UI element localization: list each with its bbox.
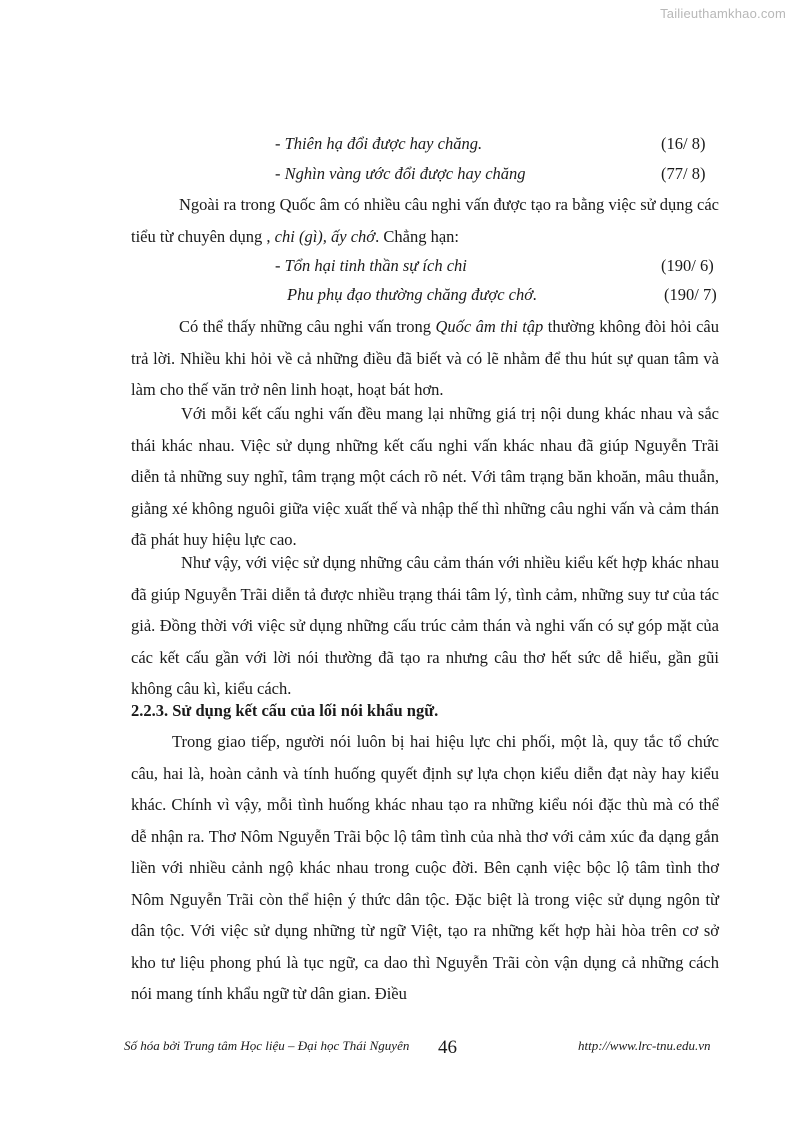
paragraph-italic-text: Quốc âm thi tập (435, 317, 544, 336)
footer-url[interactable]: http://www.lrc-tnu.edu.vn (578, 1038, 711, 1053)
example-line: - Thiên hạ đổi được hay chăng. (275, 134, 483, 153)
paragraph-rhetorical-questions (131, 311, 719, 406)
example-ref: (77/ 8) (661, 164, 706, 183)
page-number: 46 (438, 1037, 457, 1058)
paragraph-exclamations: Như vậy, với việc sử dụng những câu cảm thán với nhiều kiểu kết hợp khác nhau đã giúp Nguyễn Trãi diễn tả được nhiều trạng thái tâm lý, tình cảm, những suy tư của tác giả. Đồng thời với việc sử dụng những cấu trúc cảm thán và nghi vấn có sự góp mặt của các kết cấu gần với lời nói thường đã tạo ra nhưng câu thơ hết sức dễ hiểu, gần gũi không câu kì, kiểu cách. (131, 553, 719, 698)
example-line: - Nghìn vàng ước đổi được hay chăng (275, 164, 526, 183)
paragraph-question-structures: Với mỗi kết cấu nghi vấn đều mang lại những giá trị nội dung khác nhau và sắc thái khác nhau. Việc sử dụng những kết cấu nghi vấn khác nhau đã giúp Nguyễn Trãi diễn tả những suy nghĩ, tâm trạng một cách rõ nét. Với tâm trạng băn khoăn, mâu thuẫn, giằng xé không nguôi giữa việc xuất thế và nhập thế thì những câu nghi vấn và cảm thán đã phát huy hiệu lực cao. (131, 404, 719, 549)
paragraph-intro-particles (131, 189, 719, 252)
paragraph-text: . Chẳng hạn: (375, 226, 459, 246)
section-heading: 2.2.3. Sử dụng kết cấu của lối nói khẩu ngữ. (131, 701, 439, 720)
example-ref: (190/ 6) (661, 256, 714, 275)
paragraph-italic-text: chi (gì), ấy chớ (274, 226, 376, 246)
paragraph-text: thường không đòi hỏi câu trả lời. Nhiều khi hỏi về cả những điều đã biết và có lẽ nhằm để thu hút sự quan tâm và làm cho thế văn trở nên linh hoạt, hoạt bát hơn. (131, 317, 719, 399)
paragraph-colloquial-speech: Trong giao tiếp, người nói luôn bị hai hiệu lực chi phối, một là, quy tắc tổ chức câu, hai là, hoàn cảnh và tính huống quyết định sự lựa chọn kiểu diễn đạt này hay kiểu khác. Chính vì vậy, mỗi tình huống khác nhau tạo ra những kiểu nói đặc thù mà có thể dễ nhận ra. Thơ Nôm Nguyễn Trãi bộc lộ tâm tình của nhà thơ với cảm xúc đa dạng gắn liền với nhiều cảnh ngộ khác nhau trong cuộc đời. Bên cạnh việc bộc lộ tâm tình thơ Nôm Nguyễn Trãi còn thể hiện ý thức dân tộc. Đặc biệt là trong việc sử dụng ngôn từ dân tộc. Với việc sử dụng những từ ngữ Việt, tạo ra những kết hợp hài hòa trên cơ sở kho tư liệu phong phú là tục ngữ, ca dao thì Nguyễn Trãi còn vận dụng cả những cách nói mang tính khẩu ngữ từ dân gian. Điều (131, 732, 719, 1003)
example-ref: (190/ 7) (664, 285, 717, 304)
example-ref: (16/ 8) (661, 134, 706, 153)
example-line: - Tổn hại tinh thần sự ích chi (275, 256, 467, 275)
watermark: Tailieuthamkhao.com (660, 6, 786, 21)
paragraph-text: Có thể thấy những câu nghi vấn trong (179, 317, 436, 336)
paragraph-text: Ngoài ra trong Quốc âm có nhiều câu nghi vấn được tạo ra bằng việc sử dụng các tiểu từ chuyên dụng , (131, 195, 719, 246)
footer-digitized-by: Số hóa bởi Trung tâm Học liệu – Đại học Thái Nguyên (124, 1038, 410, 1053)
example-line: Phu phụ đạo thường chăng được chớ. (287, 285, 538, 304)
